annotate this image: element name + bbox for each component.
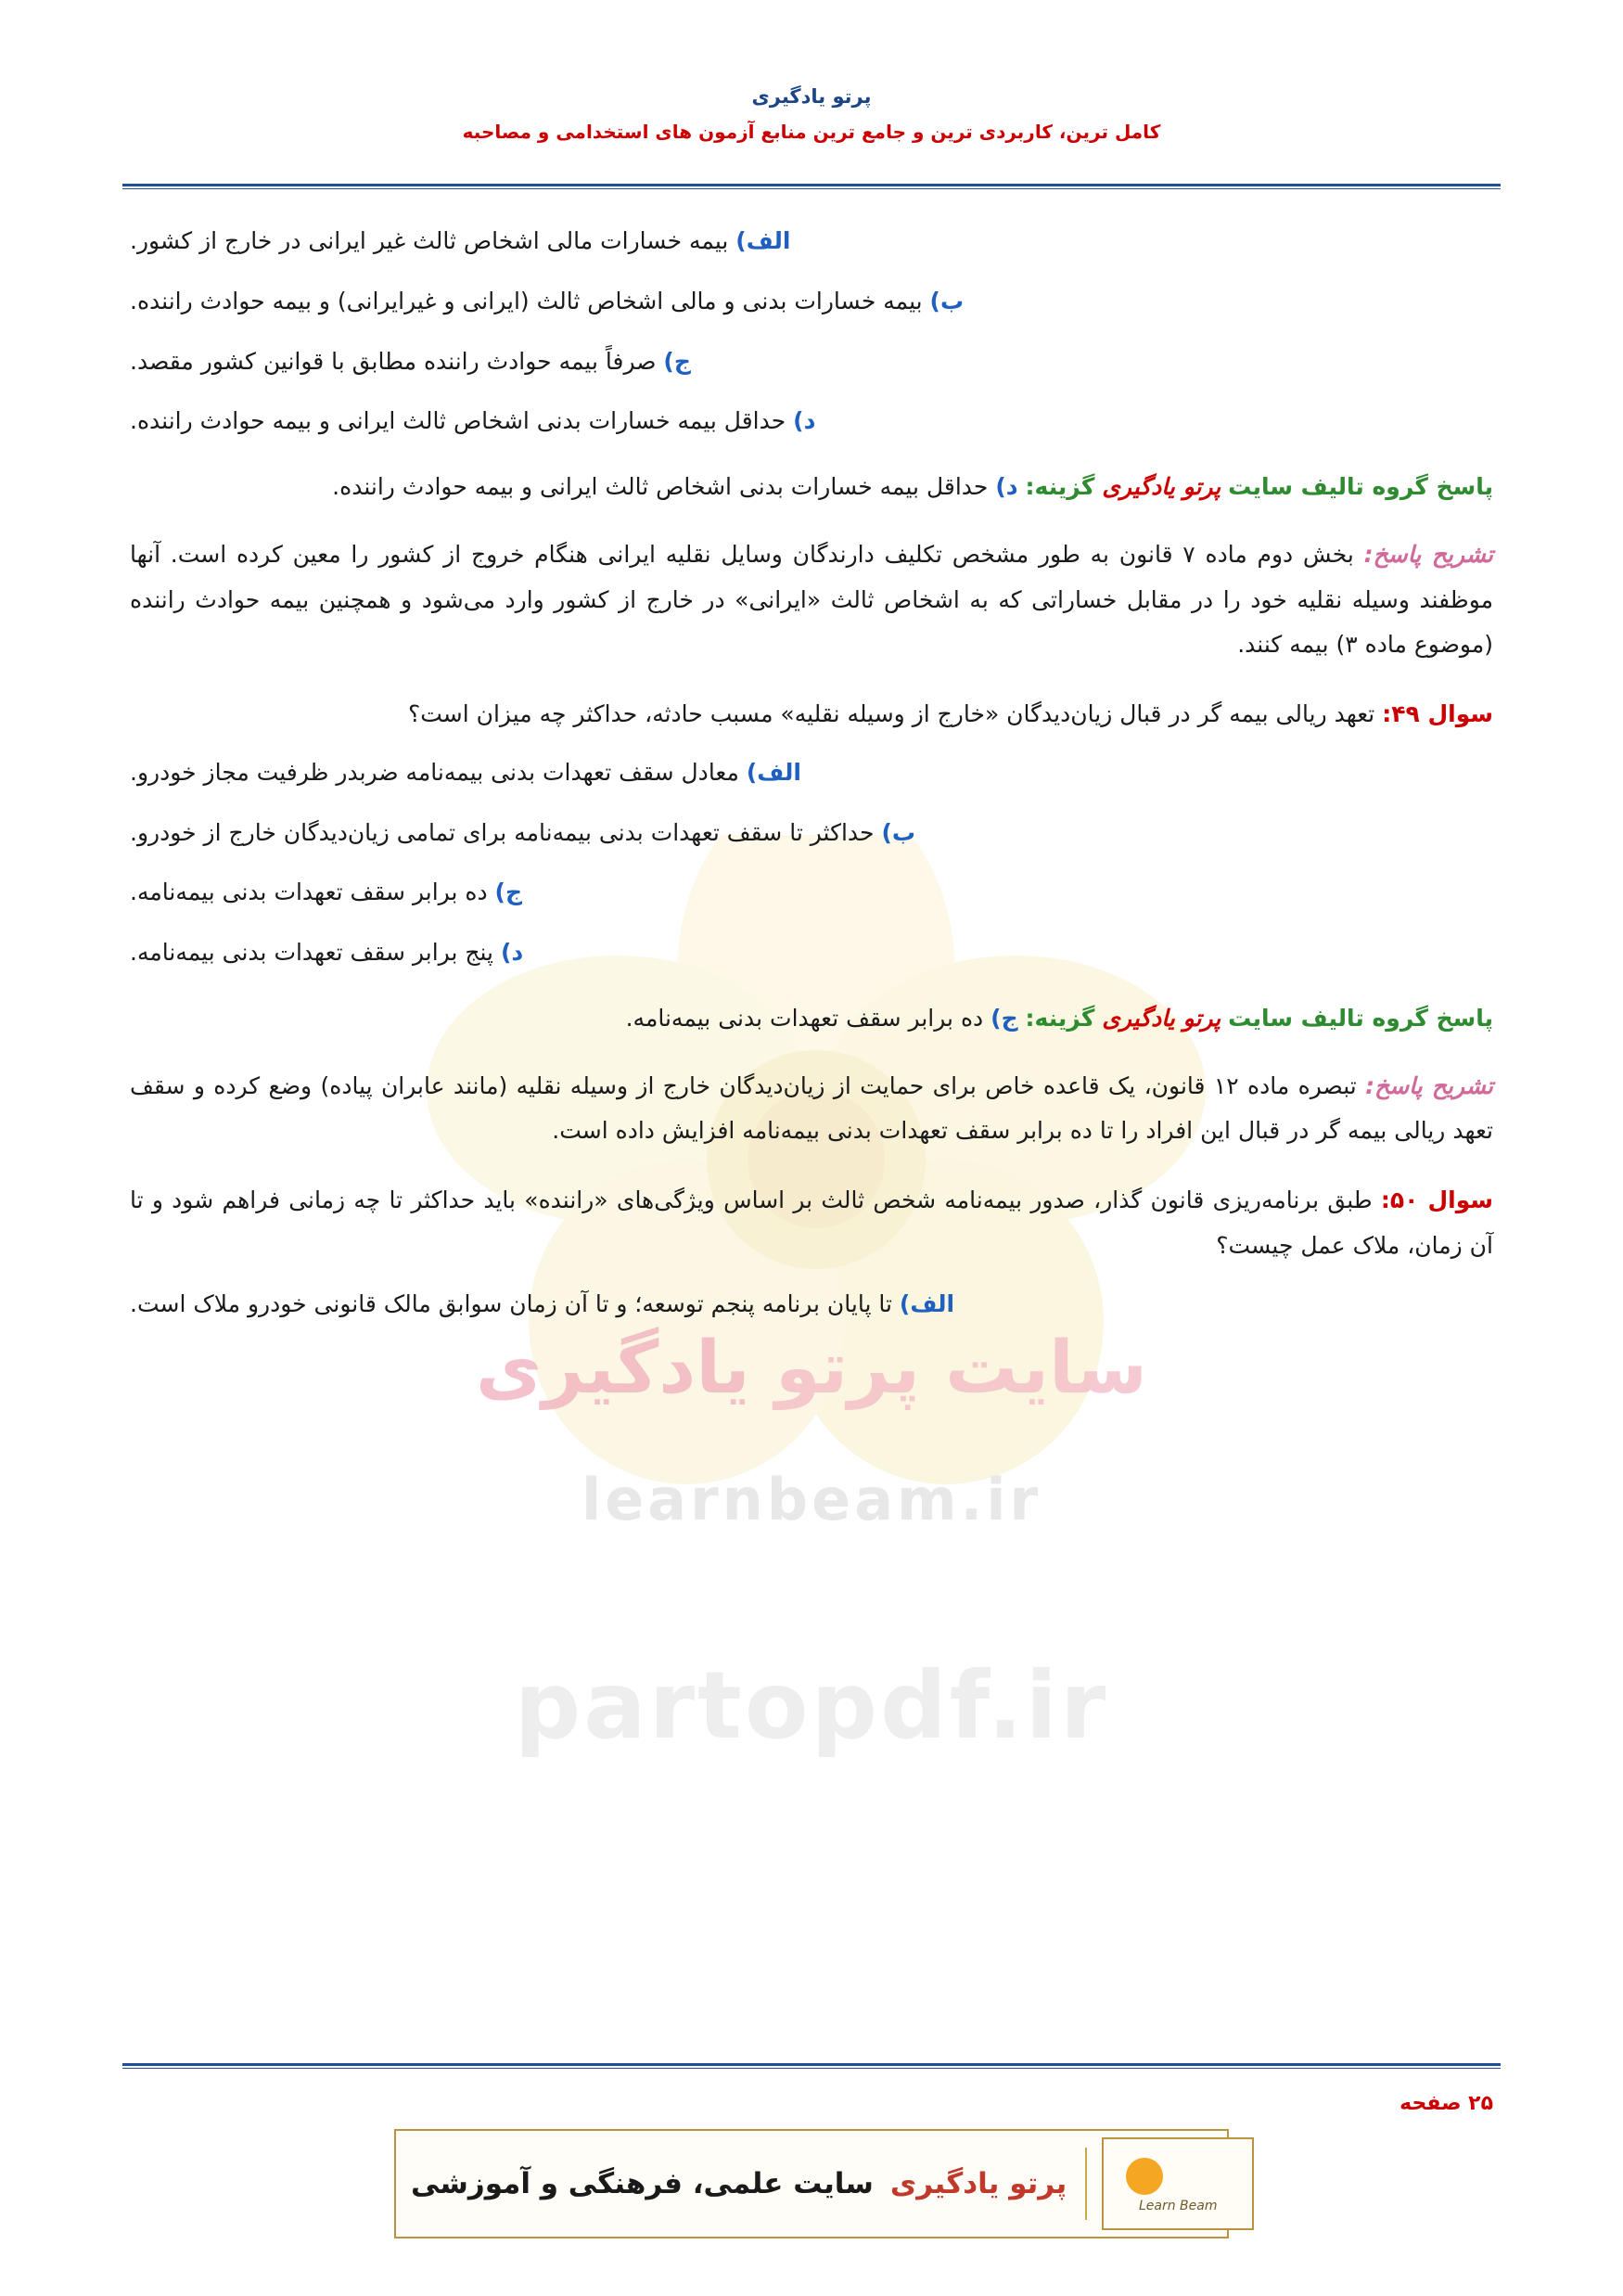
option-item xyxy=(130,930,1493,976)
answer-block xyxy=(130,996,1493,1042)
option-marker: الف) xyxy=(899,1289,955,1317)
question-block xyxy=(130,1178,1493,1269)
header-title: پرتو یادگیری xyxy=(751,85,872,108)
answer-lead: پاسخ گروه تالیف سایت xyxy=(1228,1004,1493,1032)
option-text: بیمه خسارات مالی اشخاص ثالث غیر ایرانی در خارج از کشور. xyxy=(130,227,729,254)
answer-option-word: گزینه: xyxy=(1025,473,1095,500)
header-divider xyxy=(122,184,1501,186)
option-item xyxy=(130,219,1493,264)
option-text: بیمه خسارات بدنی و مالی اشخاص ثالث (ایرانی و غیرایرانی) و بیمه حوادث راننده. xyxy=(130,287,923,314)
option-item xyxy=(130,870,1493,916)
option-marker: ب) xyxy=(881,818,916,846)
question-text: تعهد ریالی بیمه گر در قبال زیان‌دیدگان «خارج از وسیله نقلیه» مسبب حادثه، حداکثر چه میزان است؟ xyxy=(407,700,1375,727)
option-item xyxy=(130,1282,1493,1328)
option-text: صرفاً بیمه حوادث راننده مطابق با قوانین کشور مقصد. xyxy=(130,347,657,375)
watermark-brand-part2: یادگیری xyxy=(476,1327,750,1410)
explanation-lead: تشریح پاسخ: xyxy=(1365,1071,1494,1099)
option-text: تا پایان برنامه پنجم توسعه؛ و تا آن زمان سوابق مالک قانونی خودرو ملاک است. xyxy=(130,1289,892,1317)
question-label: سوال ۵۰: xyxy=(1380,1186,1493,1213)
page-header xyxy=(0,85,1623,143)
option-item xyxy=(130,811,1493,856)
option-text: ده برابر سقف تعهدات بدنی بیمه‌نامه. xyxy=(130,879,488,906)
question-block xyxy=(130,692,1493,738)
watermark-pdf: partopdf.ir xyxy=(514,1651,1109,1760)
explanation-lead: تشریح پاسخ: xyxy=(1363,540,1493,568)
option-text: حداکثر تا سقف تعهدات بدنی بیمه‌نامه برای تمامی زیان‌دیدگان خارج از خودرو. xyxy=(130,818,875,846)
option-item xyxy=(130,399,1493,444)
option-marker: ج) xyxy=(663,347,691,375)
answer-block xyxy=(130,465,1493,510)
answer-brand: پرتو یادگیری xyxy=(1102,473,1221,500)
answer-option-word: گزینه: xyxy=(1025,1004,1095,1032)
option-item xyxy=(130,340,1493,385)
question-text: طبق برنامه‌ریزی قانون گذار، صدور بیمه‌نامه شخص ثالث بر اساس ویژگی‌های «راننده» باید حداکثر تا چه زمانی فراهم شود و تا آن زمان، ملاک عمل چیست؟ xyxy=(130,1186,1493,1259)
option-marker: ب) xyxy=(929,287,965,314)
page-number-value: ۲۵ xyxy=(1468,2092,1493,2115)
watermark-site: learnbeam.ir xyxy=(581,1466,1042,1533)
page-number xyxy=(1399,2092,1493,2115)
option-text: پنج برابر سقف تعهدات بدنی بیمه‌نامه. xyxy=(130,939,493,966)
explanation-text: بخش دوم ماده ۷ قانون به طور مشخص تکلیف دارندگان وسایل نقلیه ایرانی هنگام خروج از کشور را معین کرده است. آنها موظفند وسیله نقلیه خود را در مقابل خساراتی که به اشخاص ثالث «ایرانی» در خارج از کشور وارد می‌شود و همچنین بیمه حوادث راننده (موضوع ماده ۳) بیمه کنند. xyxy=(130,540,1493,659)
option-marker: ج) xyxy=(494,879,522,906)
answer-brand: پرتو یادگیری xyxy=(1102,1004,1221,1032)
answer-lead: پاسخ گروه تالیف سایت xyxy=(1228,473,1493,500)
answer-choice: ج) xyxy=(990,1004,1018,1032)
footer-logo xyxy=(1102,2137,1254,2230)
footer-tagline: سایت علمی، فرهنگی و آموزشی xyxy=(411,2167,874,2200)
document-body xyxy=(130,219,1493,1341)
answer-text: حداقل بیمه خسارات بدنی اشخاص ثالث ایرانی و بیمه حوادث راننده. xyxy=(332,473,989,500)
option-marker: الف) xyxy=(746,758,801,786)
explanation-block xyxy=(130,532,1493,668)
page-number-label: صفحه xyxy=(1399,2092,1462,2115)
option-text: حداقل بیمه خسارات بدنی اشخاص ثالث ایرانی و بیمه حوادث راننده. xyxy=(130,407,786,435)
option-marker: د) xyxy=(500,939,524,966)
footer-logo-caption: Learn Beam xyxy=(1138,2199,1218,2213)
header-subtitle: کامل ترین، کاربردی ترین و جامع ترین منابع آزمون های استخدامی و مصاحبه xyxy=(462,121,1161,143)
answer-choice: د) xyxy=(995,473,1018,500)
explanation-block xyxy=(130,1064,1493,1155)
footer-brand: پرتو یادگیری xyxy=(889,2167,1067,2200)
option-item xyxy=(130,750,1493,796)
footer-banner xyxy=(394,2129,1229,2238)
footer-separator xyxy=(1085,2148,1087,2220)
footer-divider xyxy=(122,2063,1501,2066)
option-text: معادل سقف تعهدات بدنی بیمه‌نامه ضربدر ظرفیت مجاز خودرو. xyxy=(130,758,739,786)
question-label: سوال ۴۹: xyxy=(1382,700,1493,727)
watermark-brand-part1: سایت پرتو xyxy=(774,1327,1147,1410)
option-marker: الف) xyxy=(735,227,791,254)
explanation-text: تبصره ماده ۱۲ قانون، یک قاعده خاص برای حمایت از زیان‌دیدگان خارج از وسیله نقلیه (مانند عابران پیاده) وضع کرده و سقف تعهد ریالی بیمه گر در قبال این افراد را تا ده برابر سقف تعهدات بدنی بیمه‌نامه افزایش داده است. xyxy=(130,1071,1493,1145)
option-item xyxy=(130,279,1493,325)
sun-icon xyxy=(1126,2158,1163,2195)
option-marker: د) xyxy=(793,407,816,435)
answer-text: ده برابر سقف تعهدات بدنی بیمه‌نامه. xyxy=(625,1004,984,1032)
